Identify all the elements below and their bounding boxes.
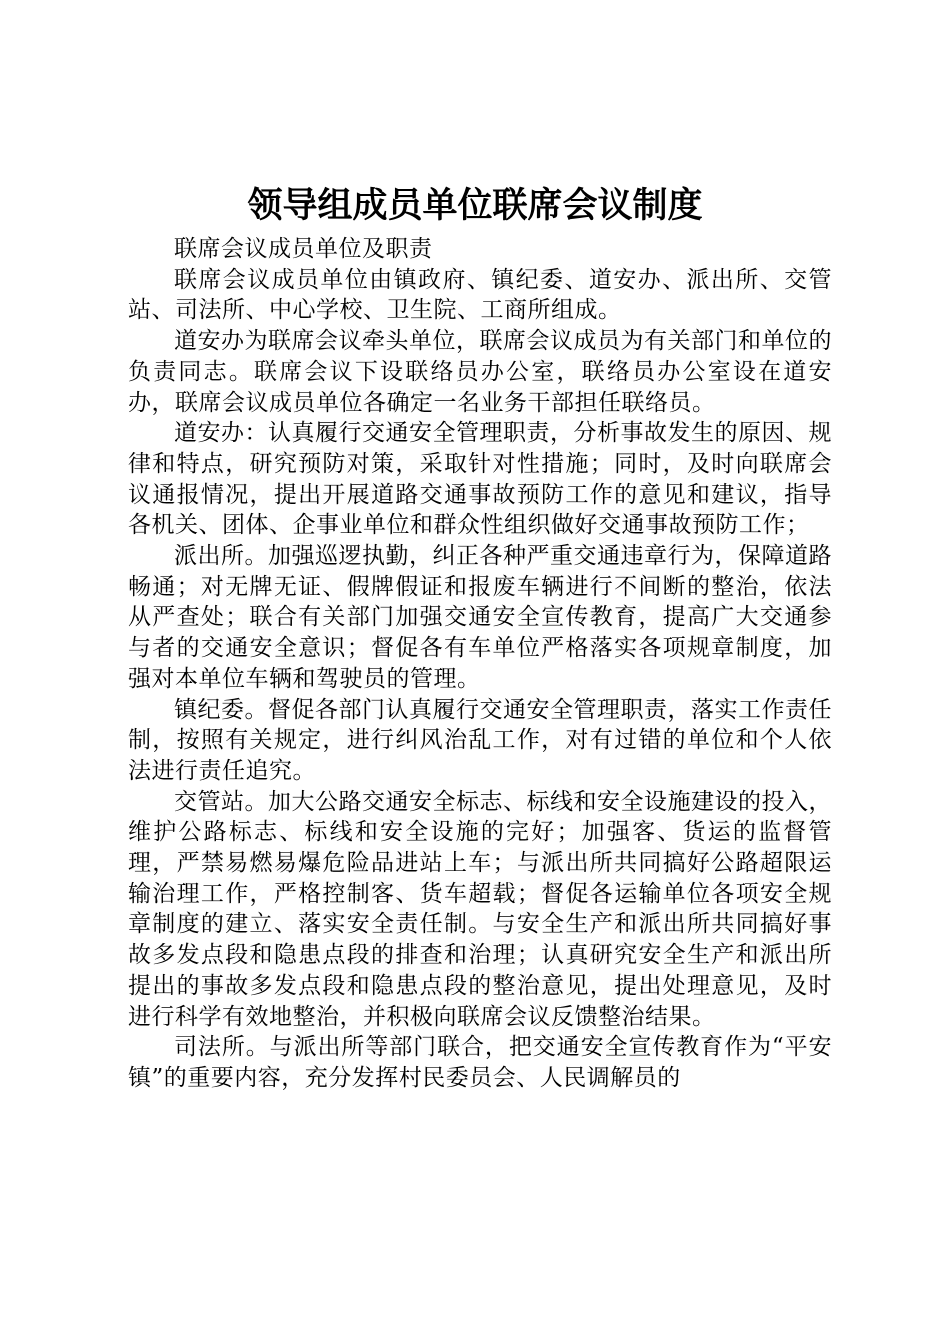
paragraph-traffic-station: 交管站。加大公路交通安全标志、标线和安全设施建设的投入，维护公路标志、标线和安全设施的完好；加强客、货运的监督管理，严禁易燃易爆危险品进站上车；与派出所共同搞好公路超限运输治理工作，严格控制客、货车超载；督促各运输单位各项安全规章制度的建立、落实安全责任制。与安全生产和派出所共同搞好事故多发点段和隐患点段的排查和治理；认真研究安全生产和派出所提出的事故多发点段和隐患点段的整治意见，提出处理意见，及时进行科学有效地整治，并积极向联席会议反馈整治结果。: [128, 788, 832, 1030]
document-title: 领导组成员单位联席会议制度: [247, 186, 703, 226]
paragraph-lead-unit: 道安办为联席会议牵头单位，联席会议成员为有关部门和单位的负责同志。联席会议下设联络员办公室，联络员办公室设在道安办，联席会议成员单位各确定一名业务干部担任联络员。: [128, 328, 832, 416]
section-heading: 联席会议成员单位及职责: [174, 236, 433, 262]
paragraph-judicial-office: 司法所。与派出所等部门联合，把交通安全宣传教育作为“平安镇”的重要内容，充分发挥村民委员会、人民调解员的: [128, 1034, 832, 1091]
document-body: [128, 234, 832, 1094]
paragraph-police-station: 派出所。加强巡逻执勤，纠正各种严重交通违章行为，保障道路畅通；对无牌无证、假牌假证和报废车辆进行不间断的整治，依法从严查处；联合有关部门加强交通安全宣传教育，提高广大交通参与者的交通安全意识；督促各有车单位严格落实各项规章制度，加强对本单位车辆和驾驶员的管理。: [128, 543, 832, 692]
paragraph-member-units: 联席会议成员单位由镇政府、镇纪委、道安办、派出所、交管站、司法所、中心学校、卫生院、工商所组成。: [128, 266, 832, 324]
paragraph-discipline-committee: 镇纪委。督促各部门认真履行交通安全管理职责，落实工作责任制，按照有关规定，进行纠风治乱工作，对有过错的单位和个人依法进行责任追究。: [128, 696, 832, 784]
paragraph-road-safety-office: 道安办：认真履行交通安全管理职责，分析事故发生的原因、规律和特点，研究预防对策，采取针对性措施；同时，及时向联席会议通报情况，提出开展道路交通事故预防工作的意见和建议，指导各机关、团体、企事业单位和群众性组织做好交通事故预防工作；: [128, 420, 832, 539]
